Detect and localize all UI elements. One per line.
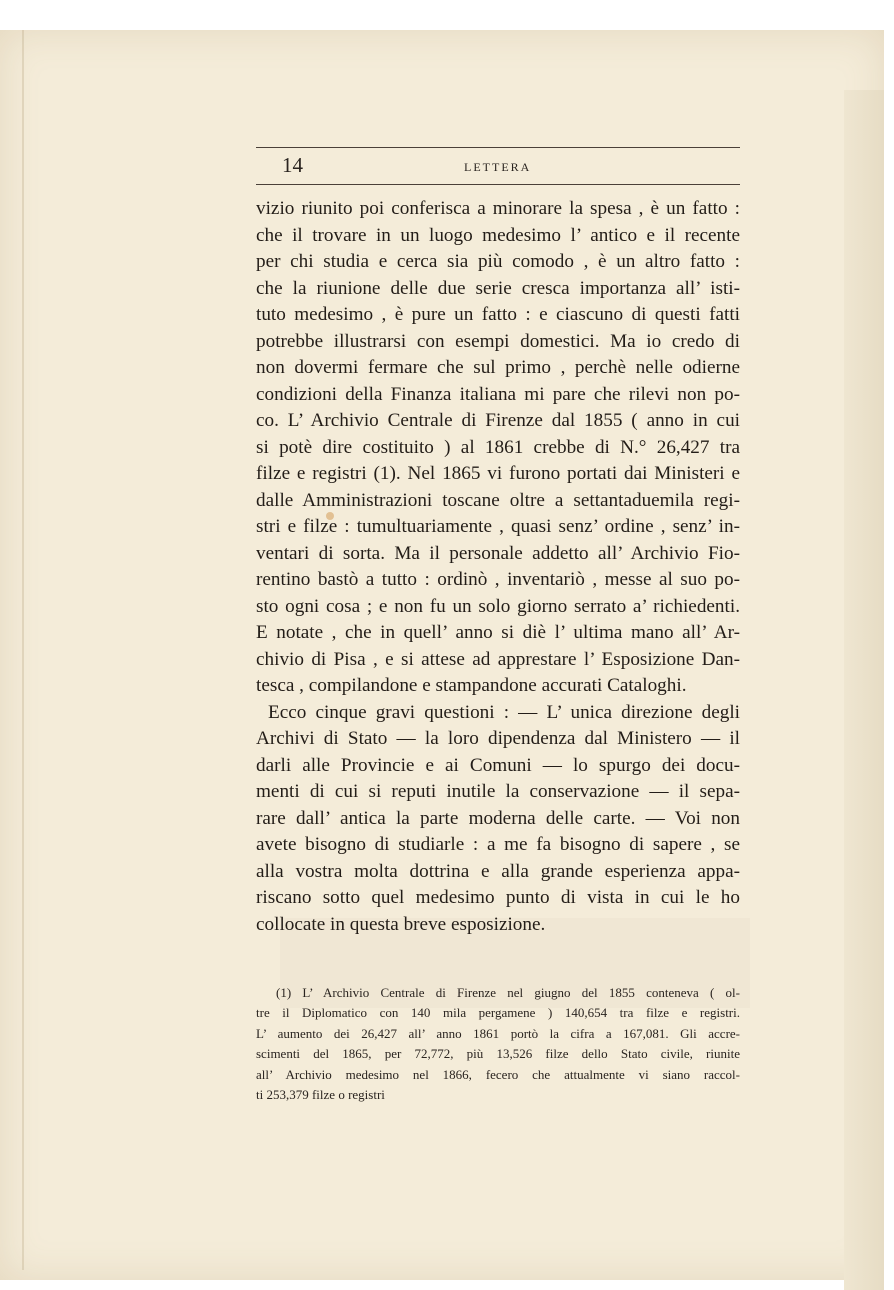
body-line: avete bisogno di studiarle : a me fa bisogno di sapere , se [256,834,740,855]
body-line: E notate , che in quell’ anno si diè l’ ultima mano all’ Ar- [256,622,740,643]
body-line: menti di cui si reputi inutile la conservazione — il sepa- [256,781,740,802]
body-line: chivio di Pisa , e si attese ad apprestare l’ Esposizione Dan- [256,648,740,670]
body-line: non dovermi fermare che sul primo , perchè nelle odierne [256,357,740,378]
body-line: riscano sotto quel medesimo punto di vista in cui le ho [256,887,740,908]
body-line: potrebbe illustrarsi con esempi domestici. Ma io credo di [256,330,740,352]
body-line: filze e registri (1). Nel 1865 vi furono portati dai Ministeri e [256,463,740,484]
running-head: LETTERA [464,160,532,174]
body-line: che il trovare in un luogo medesimo l’ antico e il recente [256,224,740,246]
page-number: 14 [282,153,303,177]
page-header [256,147,740,185]
body-line: co. L’ Archivio Centrale di Firenze dal 1855 ( anno in cui [256,410,740,431]
body-line: collocate in questa breve esposizione. [256,913,546,935]
body-line: stri e filze : tumultuariamente , quasi senz’ ordine , senz’ in- [256,516,740,537]
foxing-stain [326,512,334,520]
body-line: che la riunione delle due serie cresca importanza all’ isti- [256,277,740,299]
body-line: darli alle Provincie e ai Comuni — lo spurgo dei docu- [256,754,740,776]
body-line: dalle Amministrazioni toscane oltre a settantaduemila regi- [256,489,740,511]
body-line: si potè dire costituito ) al 1861 crebbe di N.° 26,427 tra [256,436,740,458]
footnote-line: ti 253,379 filze o registri [256,1086,385,1102]
body-line: rentino bastò a tutto : ordinò , inventariò , messe al suo po- [256,569,740,590]
body-line: tesca , compilandone e stampandone accurati Cataloghi. [256,675,687,696]
footnote-line: L’ aumento dei 26,427 all’ anno 1861 portò la cifra a 167,081. Gli accre- [256,1025,740,1041]
body-line: Ecco cinque gravi questioni : — L’ unica direzione degli [268,701,740,723]
body-line: ventari di sorta. Ma il personale addetto all’ Archivio Fio- [256,542,740,564]
footnote-line: (1) L’ Archivio Centrale di Firenze nel giugno del 1855 conteneva ( ol- [276,985,740,1000]
footnote-line: tre il Diplomatico con 140 mila pergamene ) 140,654 tra filze e registri. [256,1005,740,1021]
body-line: vizio riunito poi conferisca a minorare la spesa , è un fatto : [256,198,740,219]
body-line: condizioni della Finanza italiana mi pare che rilevi non po- [256,383,740,405]
body-line: Archivi di Stato — la loro dipendenza dal Ministero — il [256,728,740,749]
binding-fold [22,30,24,1270]
footnote-line: scimenti del 1865, per 72,772, più 13,526 filze dello Stato civile, riunite [256,1046,740,1062]
body-line: rare dall’ antica la parte moderna delle carte. — Voi non [256,807,740,829]
body-line: per chi studia e cerca sia più comodo , è un altro fatto : [256,251,740,272]
body-line: sto ogni cosa ; e non fu un solo giorno serrato a’ richiedenti. [256,595,740,617]
footnote-line: all’ Archivio medesimo nel 1866, fecero che attualmente vi siano raccol- [256,1066,740,1082]
footnote [256,983,740,1105]
body-line: tuto medesimo , è pure un fatto : e ciascuno di questi fatti [256,304,740,325]
body-line: alla vostra molta dottrina e alla grande esperienza appa- [256,860,740,882]
body-text [256,196,740,938]
page-edge [844,90,884,1290]
